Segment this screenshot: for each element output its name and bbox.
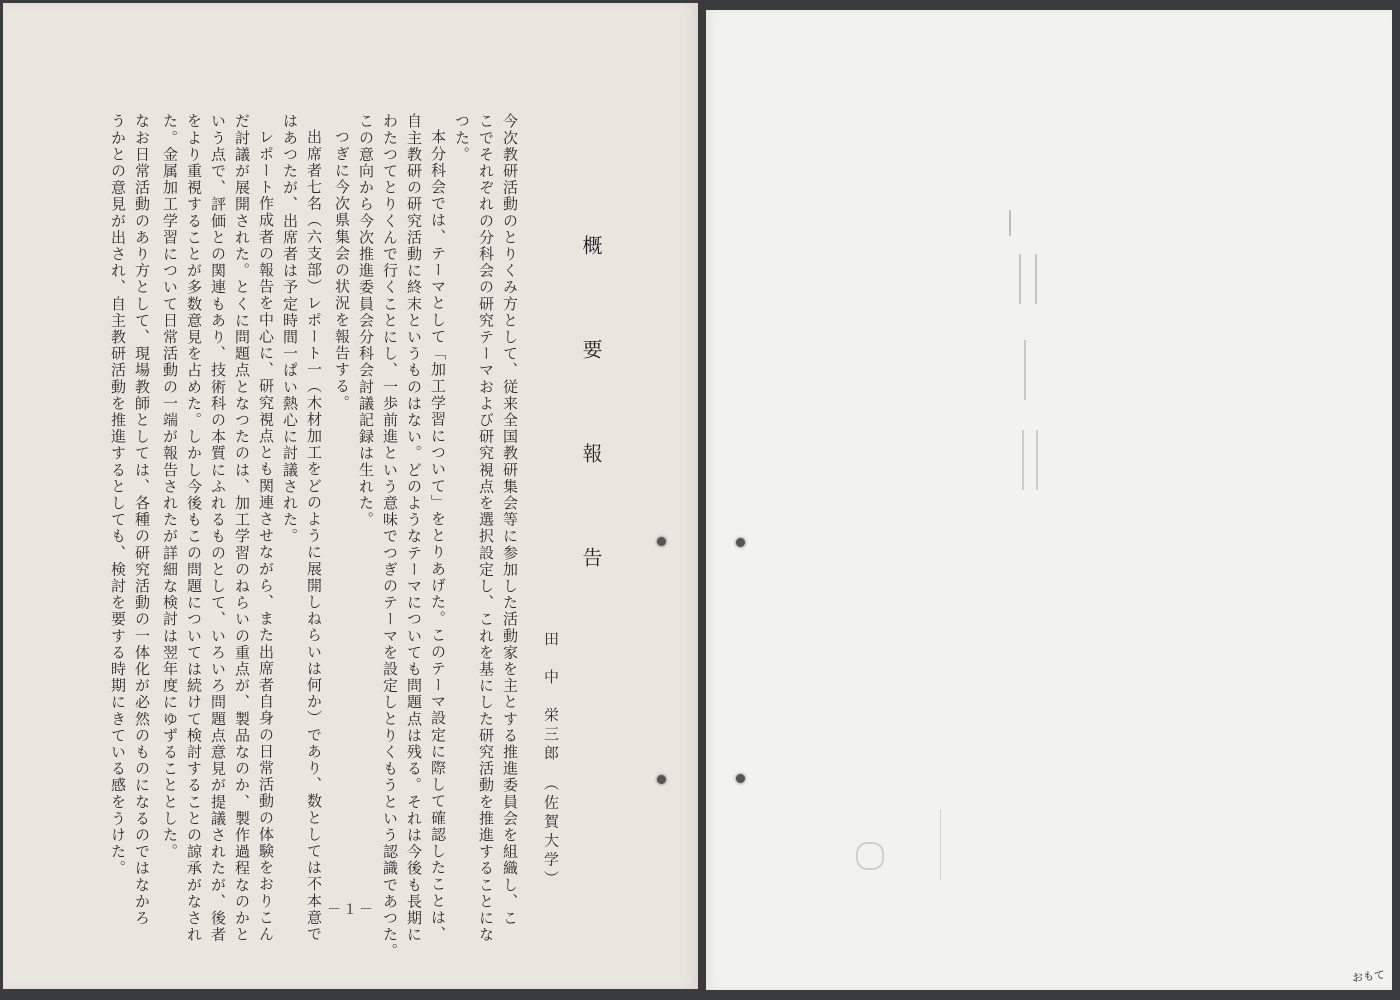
text-line: こでそれぞれの分科会の研究テーマおよび研究視点を選択設定し、これを基にした研究活動を推進することにな <box>477 113 495 943</box>
bleed-through-mark <box>1009 210 1011 236</box>
punch-hole <box>736 538 745 547</box>
bleed-through-mark <box>1024 340 1034 400</box>
punch-hole <box>657 775 666 784</box>
text-line: をより重視することが多数意見を占めた。しかし今後もこの問題については続けて検討することの諒承がなされ <box>185 113 203 943</box>
text-line: 今次教研活動のとりくみ方として、従来全国教研集会等に参加した活動家を主とする推進委員会を組織し、こ <box>501 113 519 927</box>
page-title: 概 要 報 告 <box>579 235 603 599</box>
text-line: つぎに今次県集会の状況を報告する。 <box>333 129 351 412</box>
bleed-through-mark <box>1022 430 1038 490</box>
text-line: 本分科会では、テーマとして「加工学習について」をとりあげた。このテーマ設定に際して確認したことは、 <box>429 129 447 943</box>
author-line: 田 中 栄三郎 （佐賀大学） <box>542 631 560 890</box>
punch-hole <box>657 537 666 546</box>
text-line: はあつたが、出席者は予定時間一ぱい熱心に討議された。 <box>281 113 299 545</box>
punch-hole <box>736 774 745 783</box>
text-line: わたつてとりくんで行くことにし、一歩前進という意味でつぎのテーマを設定しとりくもうという認識であつた。 <box>381 113 399 960</box>
text-line: だ討議が展開された。とくに問題点となつたのは、加工学習のねらいの重点が、製品なのか、製作過程なのかと <box>233 113 251 943</box>
bleed-through-mark <box>856 842 884 870</box>
text-line: うかとの意見が出され、自主教研活動を推進するとしても、検討を要する時期にきている感をうけた。 <box>109 113 127 877</box>
text-line: なお日常活動のあり方として、現場教師としては、各種の研究活動の一体化が必然のものになるのではなかろ <box>133 113 151 927</box>
text-line: この意向から今次推進委員会分科会討議記録は生れた。 <box>357 113 375 528</box>
text-line: た。金属加工学習について日常活動の一端が報告されたが詳細な検討は翌年度にゆずることとした。 <box>161 113 179 860</box>
text-line: 出席者七名（六支部）レポート一（木材加工をどのように展開しねらいは何か）であり、数としては不本意で <box>305 129 323 943</box>
margin-note: おもて <box>1351 968 1386 985</box>
right-page <box>706 10 1392 990</box>
text-line: 自主教研の研究活動に終末というものはない。どのようなテーマについても問題点は残る。それは今後も長期に <box>405 113 423 943</box>
text-line: いう点で、評価との関連もあり、技術科の本質にふれるものとして、いろいろ問題点意見が提議されたが、後者 <box>209 113 227 943</box>
bleed-through-mark <box>1019 254 1037 304</box>
left-page <box>3 3 698 989</box>
text-line: レポート作成者の報告を中心に、研究視点とも関連させながら、また出席者自身の日常活動の体験をおりこん <box>257 129 275 943</box>
page-number: －１－ <box>327 902 375 918</box>
text-line: つた。 <box>453 113 471 163</box>
bleed-through-mark <box>940 810 941 880</box>
